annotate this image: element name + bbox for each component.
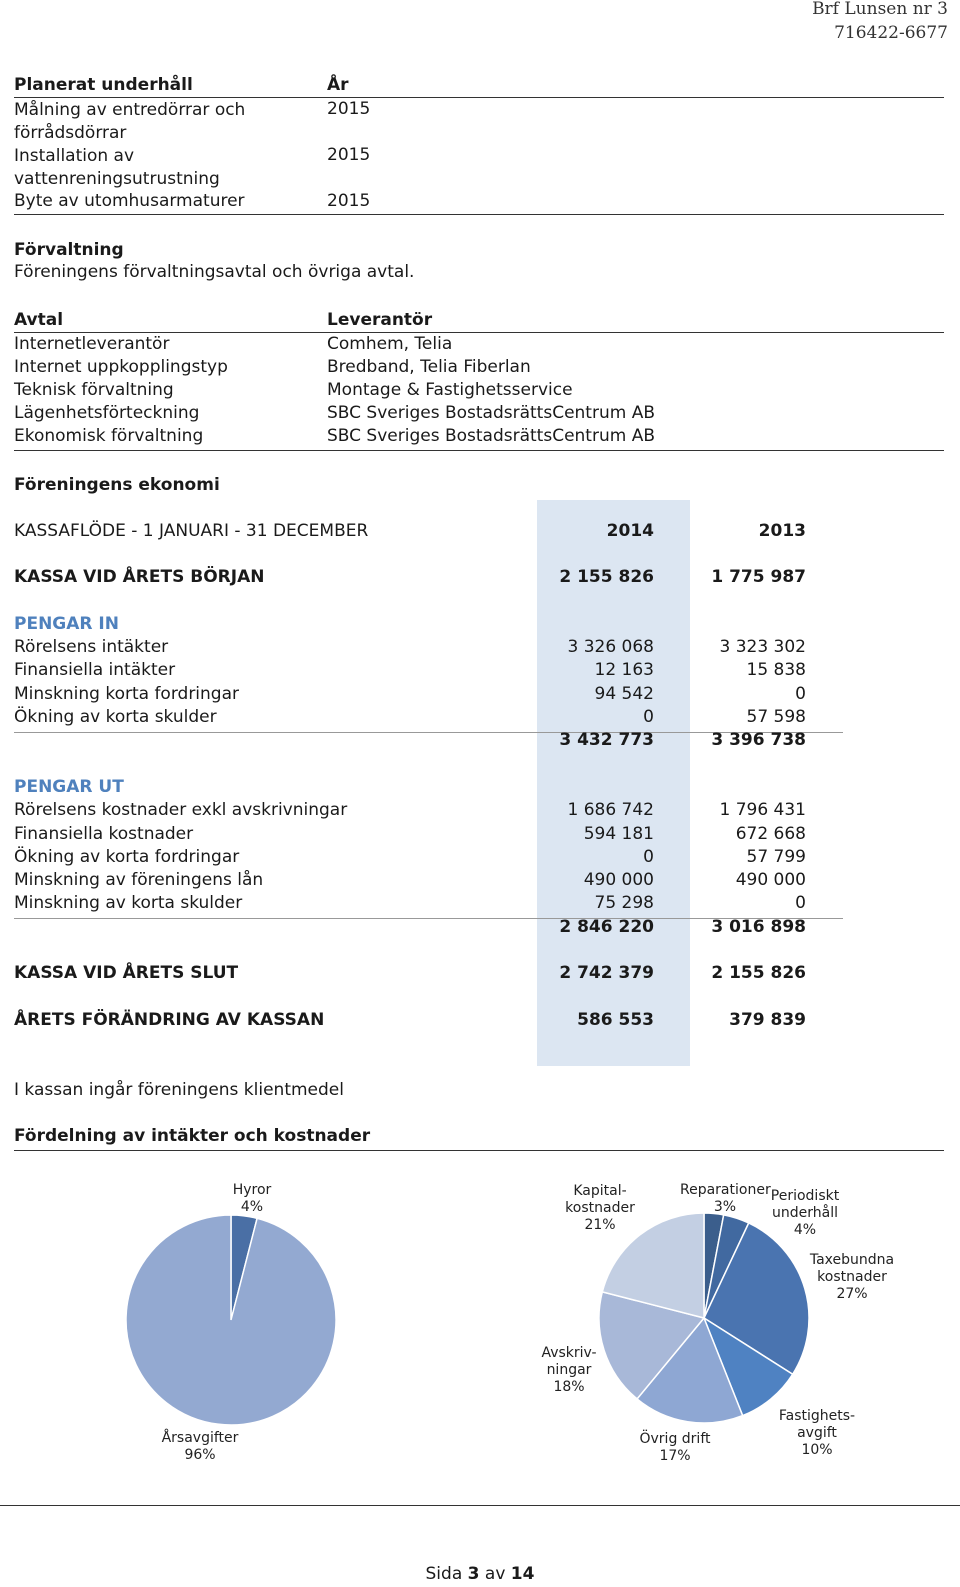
- supplier-cell: SBC Sveriges BostadsrättsCentrum AB: [327, 403, 655, 423]
- management-title: Förvaltning: [14, 240, 124, 260]
- maintenance-item: Byte av utomhusarmaturer: [14, 191, 245, 211]
- agreement-cell: Ekonomisk förvaltning: [14, 426, 204, 446]
- out-total-2013: 3 016 898: [711, 917, 806, 937]
- slice-name: Avskriv-: [541, 1345, 597, 1361]
- doc-header: [812, 0, 948, 45]
- divider: [14, 332, 944, 333]
- slice-percent: 27%: [836, 1286, 868, 1302]
- in-row-label: Finansiella intäkter: [14, 660, 176, 680]
- maintenance-item: [14, 145, 220, 191]
- in-row-2013: 0: [795, 684, 806, 704]
- pie-label-depreciation: [524, 1345, 614, 1396]
- in-row-2014: 12 163: [594, 660, 654, 680]
- maintenance-year: 2015: [327, 99, 371, 119]
- pie-label-property-fee: [772, 1408, 862, 1459]
- slice-name: ningar: [546, 1362, 592, 1378]
- change-2013: 379 839: [729, 1010, 806, 1030]
- cost-pie-chart: [599, 1213, 809, 1423]
- maintenance-year: 2015: [327, 191, 371, 211]
- out-row-2013: 57 799: [746, 847, 806, 867]
- maintenance-item-line: förrådsdörrar: [14, 123, 127, 143]
- page-number: [0, 1564, 960, 1584]
- out-row-2014: 75 298: [594, 893, 654, 913]
- in-row-2013: 15 838: [746, 660, 806, 680]
- client-funds-note: I kassan ingår föreningens klientmedel: [14, 1080, 344, 1100]
- slice-name: Hyror: [232, 1182, 272, 1198]
- in-total-2013: 3 396 738: [711, 730, 806, 750]
- maintenance-item: [14, 99, 245, 145]
- out-row-2013: 0: [795, 893, 806, 913]
- economy-title: Föreningens ekonomi: [14, 475, 220, 495]
- out-row-label: Minskning av föreningens lån: [14, 870, 264, 890]
- slice-percent: 18%: [553, 1379, 585, 1395]
- management-text: Föreningens förvaltningsavtal och övriga avtal.: [14, 262, 415, 282]
- slice-name: Kapital-: [573, 1183, 627, 1199]
- slice-name: Årsavgifter: [161, 1430, 239, 1446]
- out-row-2014: 490 000: [583, 870, 654, 890]
- slice-percent: 4%: [240, 1199, 264, 1215]
- page-prefix: Sida: [425, 1564, 463, 1584]
- slice-name: Periodiskt: [770, 1188, 840, 1204]
- out-row-2014: 0: [643, 847, 654, 867]
- divider: [14, 97, 944, 98]
- association-name: Brf Lunsen nr 3: [812, 0, 948, 19]
- change-label: ÅRETS FÖRÄNDRING AV KASSAN: [14, 1010, 325, 1030]
- year-previous: 2013: [758, 521, 806, 541]
- out-row-label: Ökning av korta fordringar: [14, 847, 240, 867]
- slice-percent: 10%: [801, 1442, 833, 1458]
- in-row-label: Ökning av korta skulder: [14, 707, 217, 727]
- agreement-cell: Internetleverantör: [14, 334, 170, 354]
- in-row-2014: 94 542: [594, 684, 654, 704]
- income-pie-chart: [126, 1215, 336, 1425]
- total-pages: 14: [510, 1564, 535, 1584]
- slice-name: kostnader: [817, 1269, 887, 1285]
- current-page: 3: [467, 1564, 480, 1584]
- slice-name: Övrig drift: [639, 1431, 711, 1447]
- money-in-title: PENGAR IN: [14, 614, 119, 634]
- slice-percent: 96%: [184, 1447, 216, 1463]
- year-current: 2014: [606, 521, 654, 541]
- pie-label-other-operations: [630, 1431, 720, 1465]
- maintenance-item-line: Installation av: [14, 146, 135, 166]
- pie-label-annual-fees: [155, 1430, 245, 1464]
- slice-percent: 4%: [793, 1222, 817, 1238]
- slice-name: Fastighets-: [778, 1408, 856, 1424]
- agreement-cell: Internet uppkopplingstyp: [14, 357, 228, 377]
- in-total-2014: 3 432 773: [559, 730, 654, 750]
- change-2014: 586 553: [577, 1010, 654, 1030]
- out-row-label: Rörelsens kostnader exkl avskrivningar: [14, 800, 348, 820]
- agreement-cell: Lägenhetsförteckning: [14, 403, 200, 423]
- maintenance-year-header: År: [327, 75, 349, 95]
- closing-label: KASSA VID ÅRETS SLUT: [14, 963, 239, 983]
- maintenance-item-line: vattenreningsutrustning: [14, 169, 220, 189]
- divider: [14, 450, 944, 451]
- slice-name: underhåll: [772, 1205, 838, 1221]
- slice-name: Reparationer: [680, 1182, 771, 1198]
- out-total-2014: 2 846 220: [559, 917, 654, 937]
- divider: [14, 214, 944, 215]
- pie-label-rent: [222, 1182, 282, 1216]
- out-row-2013: 1 796 431: [719, 800, 806, 820]
- pie-label-periodic-maintenance: [765, 1188, 845, 1239]
- in-row-2014: 0: [643, 707, 654, 727]
- out-row-label: Minskning av korta skulder: [14, 893, 243, 913]
- slice-name: kostnader: [565, 1200, 635, 1216]
- supplier-header: Leverantör: [327, 310, 433, 330]
- slice-percent: 17%: [659, 1448, 691, 1464]
- footer-divider: [0, 1505, 960, 1506]
- in-row-2014: 3 326 068: [567, 637, 654, 657]
- cashflow-title: KASSAFLÖDE - 1 JANUARI - 31 DECEMBER: [14, 521, 369, 541]
- opening-2014: 2 155 826: [559, 567, 654, 587]
- in-row-2013: 3 323 302: [719, 637, 806, 657]
- slice-percent: 21%: [584, 1217, 616, 1233]
- divider: [14, 1150, 944, 1151]
- maintenance-title: Planerat underhåll: [14, 75, 193, 95]
- out-row-2013: 490 000: [735, 870, 806, 890]
- pie-label-utility-costs: [802, 1252, 902, 1303]
- closing-2014: 2 742 379: [559, 963, 654, 983]
- maintenance-item-line: Målning av entredörrar och: [14, 100, 246, 120]
- agreement-header: Avtal: [14, 310, 64, 330]
- supplier-cell: Bredband, Telia Fiberlan: [327, 357, 531, 377]
- page-separator: av: [484, 1564, 506, 1584]
- opening-label: KASSA VID ÅRETS BÖRJAN: [14, 567, 265, 587]
- supplier-cell: SBC Sveriges BostadsrättsCentrum AB: [327, 426, 655, 446]
- opening-2013: 1 775 987: [711, 567, 806, 587]
- pie-label-repairs: [680, 1182, 770, 1216]
- money-out-title: PENGAR UT: [14, 777, 124, 797]
- in-row-label: Rörelsens intäkter: [14, 637, 169, 657]
- pie-slice-årsavgifter: [126, 1215, 336, 1425]
- slice-name: Taxebundna: [809, 1252, 895, 1268]
- out-row-label: Finansiella kostnader: [14, 824, 194, 844]
- in-row-label: Minskning korta fordringar: [14, 684, 240, 704]
- out-row-2013: 672 668: [735, 824, 806, 844]
- in-row-2013: 57 598: [746, 707, 806, 727]
- slice-percent: 3%: [713, 1199, 737, 1215]
- slice-name: avgift: [797, 1425, 837, 1441]
- pie-label-capital-costs: [555, 1183, 645, 1234]
- closing-2013: 2 155 826: [711, 963, 806, 983]
- out-row-2014: 1 686 742: [567, 800, 654, 820]
- supplier-cell: Comhem, Telia: [327, 334, 453, 354]
- maintenance-year: 2015: [327, 145, 371, 165]
- agreement-cell: Teknisk förvaltning: [14, 380, 174, 400]
- supplier-cell: Montage & Fastighetsservice: [327, 380, 573, 400]
- distribution-title: Fördelning av intäkter och kostnader: [14, 1126, 371, 1146]
- org-number: 716422-6677: [834, 23, 948, 43]
- out-row-2014: 594 181: [583, 824, 654, 844]
